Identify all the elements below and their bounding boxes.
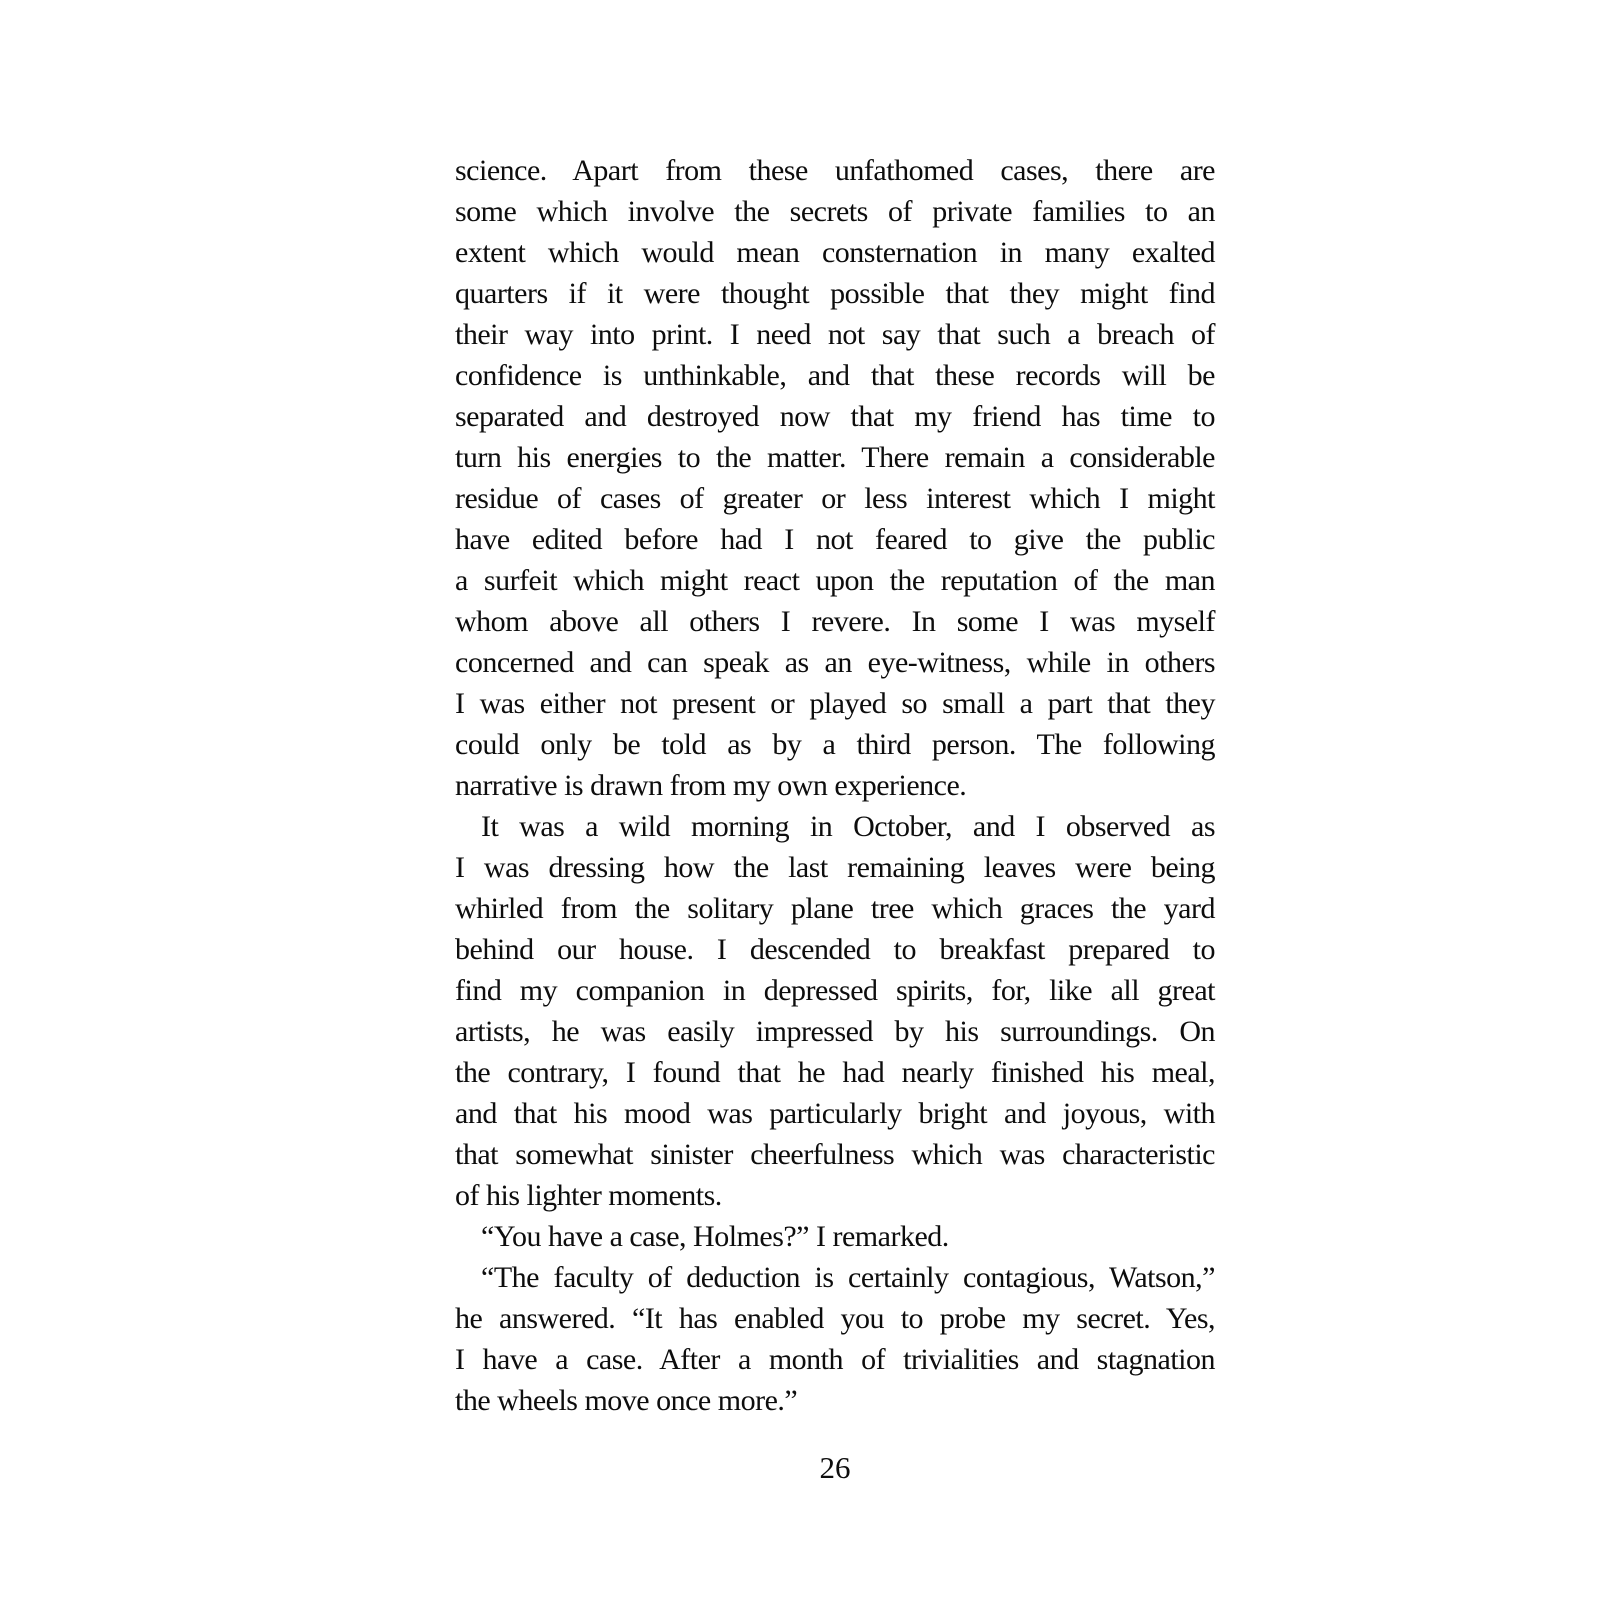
text-line: confidence is unthinkable, and that these records will be [455,359,1215,392]
text-line: have edited before had I not feared to give the public [455,523,1215,556]
text-line: the contrary, I found that he had nearly finished his meal, [455,1056,1215,1089]
text-line: some which involve the secrets of private families to an [455,195,1215,228]
text-line: and that his mood was particularly bright and joyous, with [455,1097,1215,1130]
text-line: the wheels move once more.” [455,1384,798,1417]
text-line: a surfeit which might react upon the reputation of the man [455,564,1215,597]
text-line: narrative is drawn from my own experience. [455,769,967,802]
text-line: “You have a case, Holmes?” I remarked. [481,1220,949,1253]
text-line: residue of cases of greater or less interest which I might [455,482,1215,515]
text-line: extent which would mean consternation in many exalted [455,236,1215,269]
text-line: I was dressing how the last remaining leaves were being [455,851,1215,884]
text-line: whirled from the solitary plane tree which graces the yard [455,892,1215,925]
text-line: he answered. “It has enabled you to probe my secret. Yes, [455,1302,1215,1335]
text-line: find my companion in depressed spirits, for, like all great [455,974,1215,1007]
text-line: science. Apart from these unfathomed cases, there are [455,154,1215,187]
page-number: 26 [819,1450,851,1485]
text-line: separated and destroyed now that my friend has time to [455,400,1215,433]
text-line: I have a case. After a month of trivialities and stagnation [455,1343,1215,1376]
text-line: turn his energies to the matter. There remain a considerable [455,441,1215,474]
text-line: It was a wild morning in October, and I observed as [481,810,1215,843]
text-line: concerned and can speak as an eye-witness, while in others [455,646,1215,679]
text-line: that somewhat sinister cheerfulness which was characteristic [455,1138,1215,1171]
text-line: could only be told as by a third person. The following [455,728,1215,761]
text-line: behind our house. I descended to breakfast prepared to [455,933,1215,966]
text-line: “The faculty of deduction is certainly contagious, Watson,” [481,1261,1215,1294]
text-line: artists, he was easily impressed by his surroundings. On [455,1015,1215,1048]
text-line: of his lighter moments. [455,1179,722,1212]
page-text [455,150,1215,1421]
text-line: I was either not present or played so small a part that they [455,687,1215,720]
text-line: quarters if it were thought possible that they might find [455,277,1215,310]
text-line: their way into print. I need not say that such a breach of [455,318,1215,351]
text-line: whom above all others I revere. In some I was myself [455,605,1215,638]
